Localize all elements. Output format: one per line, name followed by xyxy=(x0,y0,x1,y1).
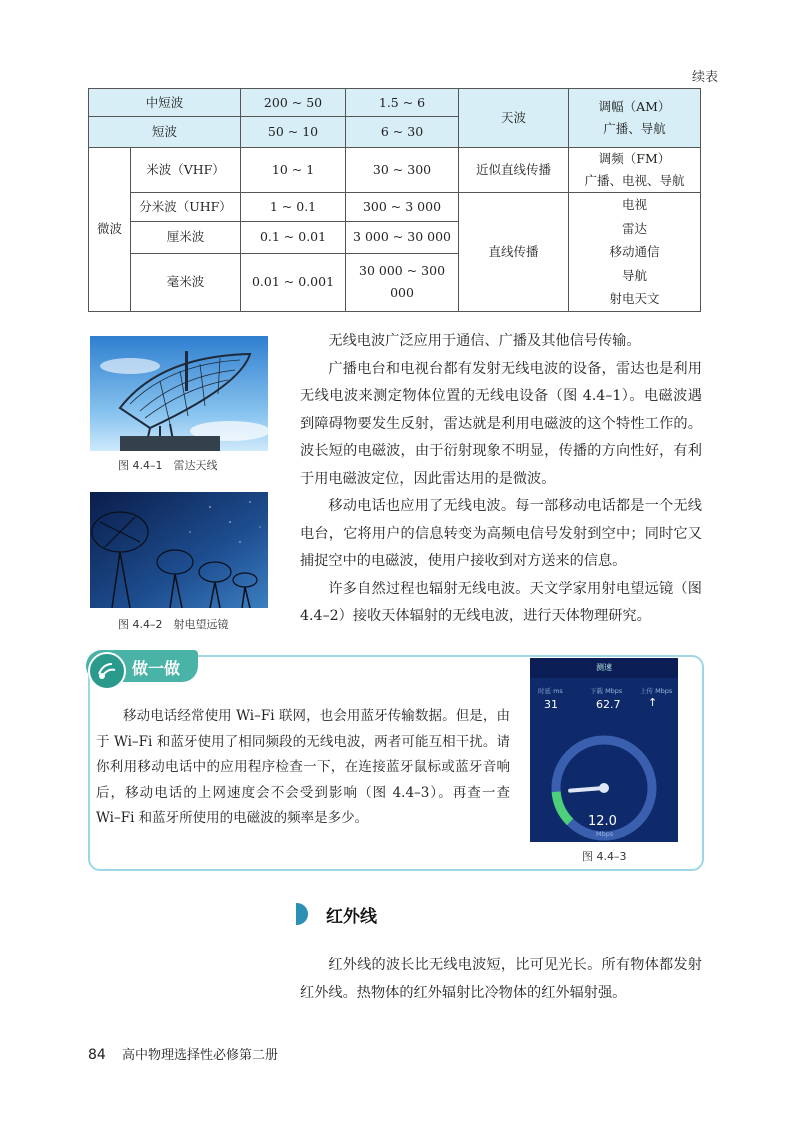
gauge-unit: Mbps xyxy=(596,830,614,838)
wave-band-table xyxy=(88,88,701,312)
band-millimeter: 毫米波 xyxy=(131,253,241,311)
band-medium-short: 中短波 xyxy=(89,89,241,117)
speed-test-screenshot xyxy=(530,658,678,842)
medium-short-frequency: 1.5 ~ 6 xyxy=(346,89,459,117)
figure-caption: 图 4.4–3 xyxy=(582,850,627,863)
microwave-uses xyxy=(569,193,701,312)
upload-arrow-icon: ↑ xyxy=(648,696,658,709)
hand-tool-icon xyxy=(88,652,126,690)
centimeter-frequency: 3 000 ~ 30 000 xyxy=(346,221,459,253)
ping-label: 时延 ms xyxy=(538,687,563,695)
short-frequency: 6 ~ 30 xyxy=(346,117,459,148)
centimeter-wavelength: 0.1 ~ 0.01 xyxy=(241,221,346,253)
fm-label: 调频（FM） xyxy=(598,151,671,166)
band-decimeter: 分米波（UHF） xyxy=(131,193,241,222)
sky-wave-uses xyxy=(569,89,701,148)
continued-label: 续表 xyxy=(691,70,718,85)
decimeter-wavelength: 1 ~ 0.1 xyxy=(241,193,346,222)
gauge-needle xyxy=(570,788,604,791)
download-value: 62.7 xyxy=(596,698,621,711)
meter-propagation: 近似直线传播 xyxy=(459,148,569,193)
section-marker xyxy=(296,903,308,925)
figure-caption: 图 4.4–2 射电望远镜 xyxy=(118,618,229,631)
am-uses: 广播、导航 xyxy=(603,121,666,136)
activity-paragraph: 移动电话经常使用 Wi–Fi 联网，也会用蓝牙传输数据。但是，由于 Wi–Fi 和蓝牙使用了相同频段的无线电波，两者可能互相干扰。请你利用移动电话中的应用程序检查一下，在连接蓝牙鼠标或蓝牙音响后，移动电话的上网速度会不会受到影响（图 4.4–3）。再查一查 Wi–Fi 和蓝牙所使用的电磁波的频率是多少。 xyxy=(96,708,510,826)
fm-uses: 广播、电视、导航 xyxy=(584,173,685,188)
paragraph-1: 无线电波广泛应用于通信、广播及其他信号传输。 xyxy=(328,333,641,349)
section-text xyxy=(300,952,702,1007)
page-footer xyxy=(88,1044,278,1063)
line-propagation: 直线传播 xyxy=(459,193,569,312)
meter-frequency: 30 ~ 300 xyxy=(346,148,459,193)
ping-value: 31 xyxy=(544,698,558,711)
band-meter: 米波（VHF） xyxy=(131,148,241,193)
medium-short-wavelength: 200 ~ 50 xyxy=(241,89,346,117)
upload-label: 上传 Mbps xyxy=(640,687,673,695)
body-text xyxy=(300,328,702,631)
use-radar: 雷达 xyxy=(622,220,648,236)
gauge-fill xyxy=(556,792,570,822)
section-paragraph: 红外线的波长比无线电波短，比可见光长。所有物体都发射红外线。热物体的红外辐射比冷物体的红外辐射强。 xyxy=(300,957,702,1001)
page-number: 84 xyxy=(88,1047,106,1063)
radio-telescope-image xyxy=(90,492,268,608)
use-radio-astronomy: 射电天文 xyxy=(609,291,660,306)
meter-wavelength: 10 ~ 1 xyxy=(241,148,346,193)
millimeter-frequency: 30 000 ~ 300 000 xyxy=(346,253,459,311)
band-short: 短波 xyxy=(89,117,241,148)
use-tv: 电视 xyxy=(622,197,648,212)
figure-caption: 图 4.4–1 雷达天线 xyxy=(118,459,218,472)
activity-title: 做一做 xyxy=(132,659,181,678)
paragraph-3: 移动电话也应用了无线电波。每一部移动电话都是一个无线电台，它将用户的信息转变为高频电信号发射到空中；同时它又捕捉空中的电磁波，使用户接收到对方送来的信息。 xyxy=(300,498,702,569)
band-centimeter: 厘米波 xyxy=(131,221,241,253)
am-label: 调幅（AM） xyxy=(598,99,671,114)
decimeter-frequency: 300 ~ 3 000 xyxy=(346,193,459,222)
paragraph-4: 许多自然过程也辐射无线电波。天文学家用射电望远镜（图 4.4–2）接收天体辐射的无线电波，进行天体物理研究。 xyxy=(300,580,702,624)
paragraph-2: 广播电台和电视台都有发射无线电波的设备，雷达也是利用无线电波来测定物体位置的无线电设备（图 4.4–1）。电磁波遇到障碍物要发生反射，雷达就是利用电磁波的这个特性工作的。波长短的电磁波，由于衍射现象不明显，传播的方向性好，有利于用电磁波定位，因此雷达用的是微波。 xyxy=(300,360,702,487)
gauge-value: 12.0 xyxy=(588,814,617,829)
use-mobile: 移动通信 xyxy=(609,244,660,259)
meter-uses xyxy=(569,148,701,193)
book-title: 高中物理选择性必修第二册 xyxy=(121,1048,278,1063)
use-navigation: 导航 xyxy=(622,267,648,283)
download-label: 下载 Mbps xyxy=(590,687,623,695)
speed-test-title: 测速 xyxy=(530,658,678,678)
sky-wave-propagation: 天波 xyxy=(459,89,569,148)
short-wavelength: 50 ~ 10 xyxy=(241,117,346,148)
microwave-group: 微波 xyxy=(89,148,131,312)
activity-text xyxy=(96,704,510,832)
section-title: 红外线 xyxy=(326,907,377,927)
millimeter-wavelength: 0.01 ~ 0.001 xyxy=(241,253,346,311)
radar-antenna-image xyxy=(90,336,268,451)
